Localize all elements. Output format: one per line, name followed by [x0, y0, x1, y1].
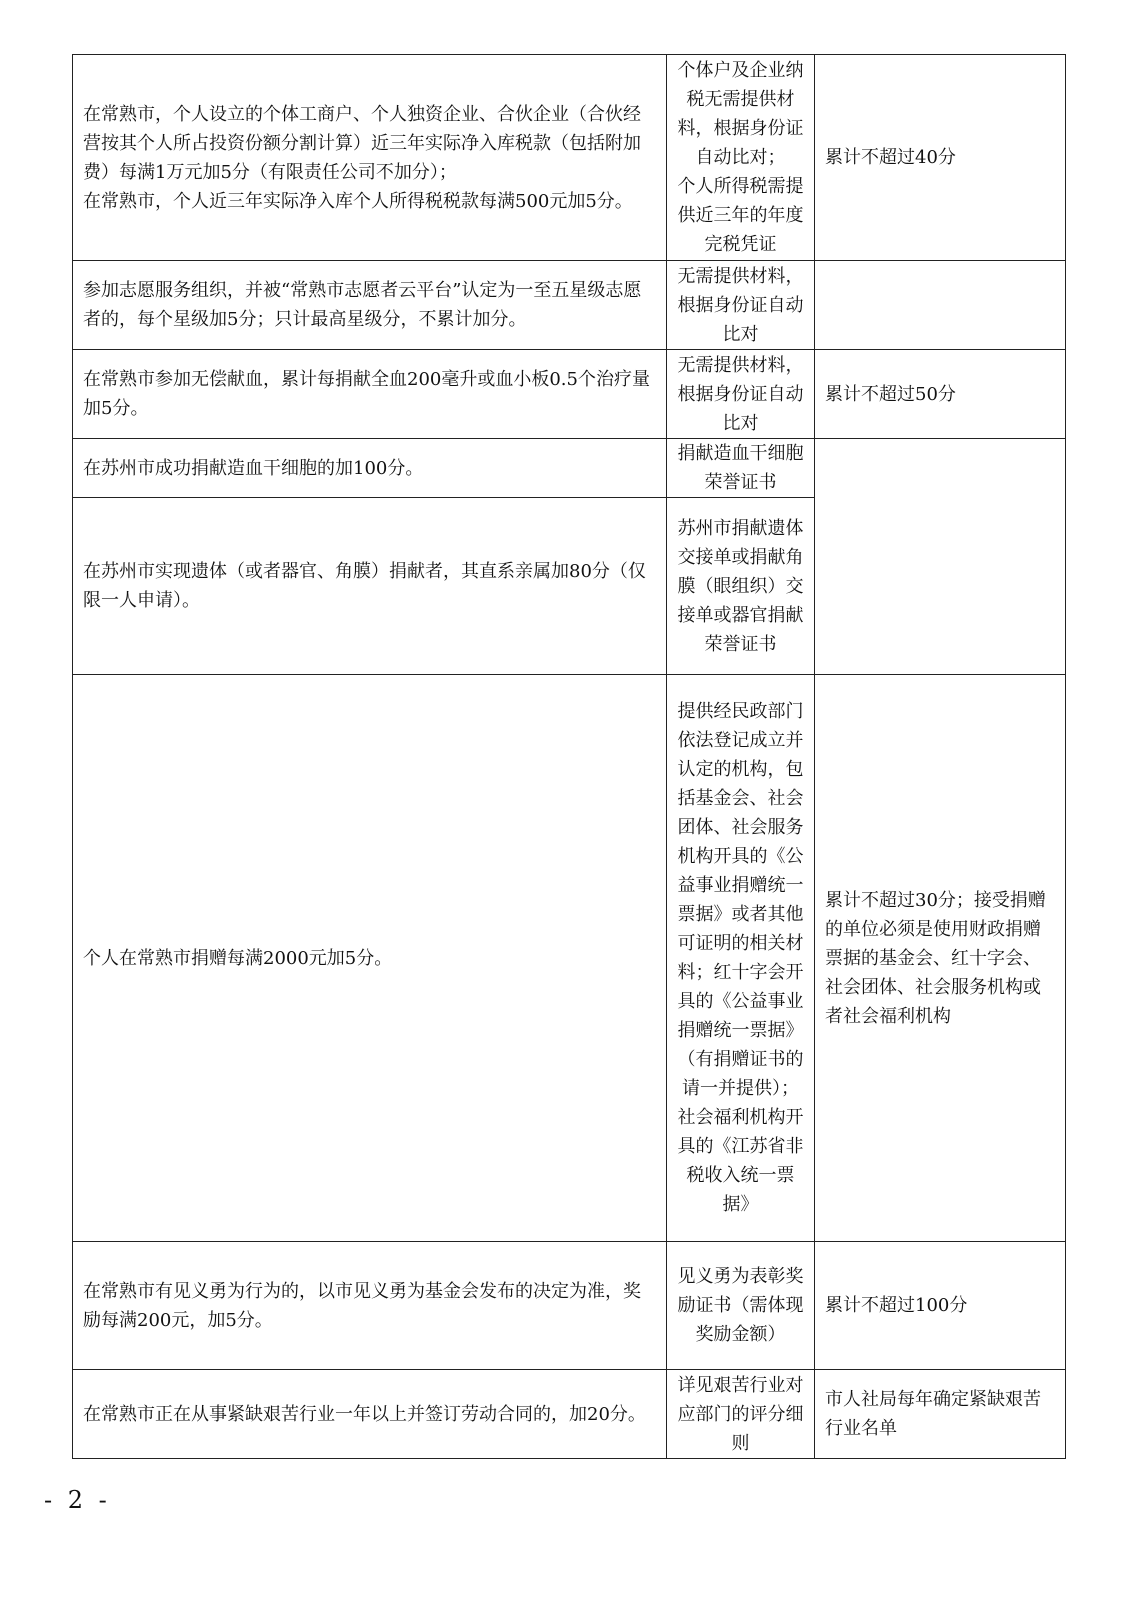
item-cell — [73, 439, 667, 498]
item-text: 参加志愿服务组织，并被“常熟市志愿者云平台”认定为一至五星级志愿者的，每个星级加5分；只计最高星级分，不累计加分。 — [83, 280, 642, 330]
note-cell — [815, 55, 1066, 261]
scoring-table — [72, 54, 1066, 1459]
note-text: 累计不超过100分 — [825, 1295, 968, 1316]
material-cell — [667, 1242, 815, 1370]
item-cell — [73, 675, 667, 1242]
table-row — [73, 1370, 1066, 1459]
item-cell — [73, 1242, 667, 1370]
page-number: - 2 - — [44, 1486, 111, 1514]
material-cell — [667, 498, 815, 675]
item-text: 个人在常熟市捐赠每满2000元加5分。 — [83, 947, 393, 969]
note-cell — [815, 261, 1066, 350]
item-text: 在苏州市实现遗体（或者器官、角膜）捐献者，其直系亲属加80分（仅限一人申请）。 — [83, 561, 646, 611]
material-cell — [667, 261, 815, 350]
item-cell — [73, 350, 667, 439]
material-cell — [667, 1370, 815, 1459]
note-text: 累计不超过30分；接受捐赠的单位必须是使用财政捐赠票据的基金会、红十字会、社会团体、社会服务机构或者社会福利机构 — [825, 889, 1046, 1027]
item-cell — [73, 498, 667, 675]
item-text: 在常熟市有见义勇为行为的，以市见义勇为基金会发布的决定为准，奖励每满200元，加5分。 — [83, 1280, 641, 1331]
item-text: 在苏州市成功捐献造血干细胞的加100分。 — [83, 457, 424, 479]
material-cell — [667, 350, 815, 439]
table-row — [73, 350, 1066, 439]
item-text: 在常熟市正在从事紧缺艰苦行业一年以上并签订劳动合同的，加20分。 — [83, 1403, 646, 1425]
material-text: 个体户及企业纳税无需提供材料，根据身份证自动比对； 个人所得税需提供近三年的年度完税凭证 — [677, 60, 804, 255]
note-text: 市人社局每年确定紧缺艰苦行业名单 — [825, 1389, 1041, 1439]
material-text: 详见艰苦行业对应部门的评分细则 — [677, 1374, 804, 1454]
material-text: 苏州市捐献遗体交接单或捐献角膜（眼组织）交接单或器官捐献荣誉证书 — [677, 517, 804, 655]
item-cell — [73, 1370, 667, 1459]
item-cell — [73, 55, 667, 261]
note-cell — [815, 675, 1066, 1242]
table-row — [73, 1242, 1066, 1370]
note-text: 累计不超过40分 — [825, 147, 956, 168]
note-cell — [815, 350, 1066, 439]
material-text: 见义勇为表彰奖励证书（需体现奖励金额） — [677, 1266, 804, 1345]
note-cell — [815, 1242, 1066, 1370]
table-row — [73, 55, 1066, 261]
note-cell — [815, 1370, 1066, 1459]
note-cell — [815, 439, 1066, 675]
table-row — [73, 439, 1066, 498]
material-text: 提供经民政部门依法登记成立并认定的机构，包括基金会、社会团体、社会服务机构开具的《公益事业捐赠统一票据》或者其他可证明的相关材料；红十字会开具的《公益事业捐赠统一票据》（有捐赠证书的请一并提供）；社会福利机构开具的《江苏省非税收入统一票据》 — [677, 701, 804, 1215]
material-text: 捐献造血干细胞荣誉证书 — [677, 443, 804, 493]
material-cell — [667, 439, 815, 498]
note-text: 累计不超过50分 — [825, 383, 956, 405]
material-text: 无需提供材料，根据身份证自动比对 — [677, 354, 804, 434]
table-row — [73, 675, 1066, 1242]
item-cell — [73, 261, 667, 350]
material-cell — [667, 55, 815, 261]
item-text: 在常熟市，个人设立的个体工商户、个人独资企业、合伙企业（合伙经营按其个人所占投资份额分割计算）近三年实际净入库税款（包括附加费）每满1万元加5分（有限责任公司不加分）； 在常熟市，个人近三年实际净入库个人所得税税款每满500元加5分。 — [83, 103, 641, 212]
item-text: 在常熟市参加无偿献血，累计每捐献全血200毫升或血小板0.5个治疗量加5分。 — [83, 369, 650, 419]
material-cell — [667, 675, 815, 1242]
material-text: 无需提供材料，根据身份证自动比对 — [677, 265, 804, 345]
table-row — [73, 261, 1066, 350]
